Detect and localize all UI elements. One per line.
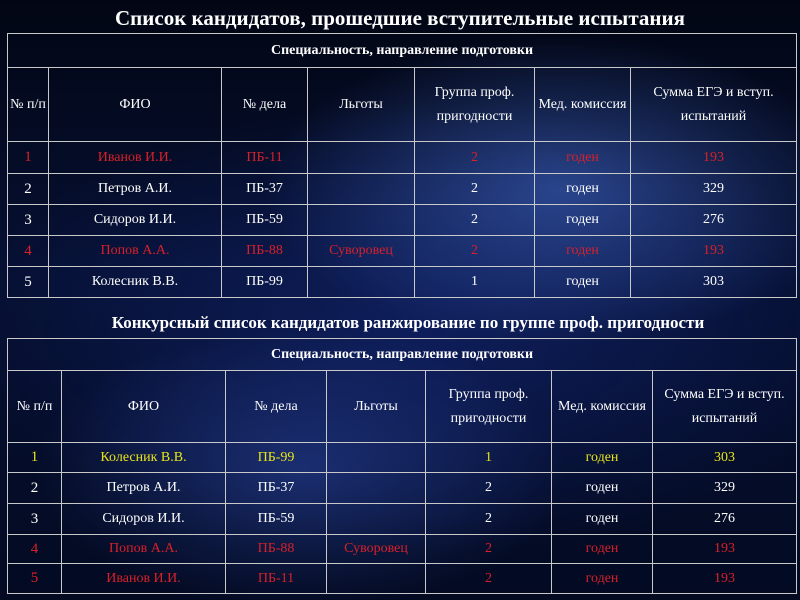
cell-case: ПБ-37	[222, 174, 308, 205]
cell-med: годен	[552, 564, 653, 594]
table-row	[8, 504, 797, 535]
cell-fio: Колесник В.В.	[49, 267, 222, 298]
cell-sum: 303	[631, 267, 797, 298]
cell-group: 2	[426, 564, 552, 594]
table-row	[8, 564, 797, 594]
cell-benefits	[308, 205, 415, 236]
cell-case: ПБ-59	[226, 504, 327, 535]
ranking-table-body	[8, 443, 797, 594]
col-group-header: Группа проф. пригодности	[415, 68, 535, 142]
cell-case: ПБ-59	[222, 205, 308, 236]
cell-group: 2	[426, 535, 552, 564]
cell-med: годен	[535, 236, 631, 267]
cell-group: 1	[415, 267, 535, 298]
ranking-table	[7, 338, 797, 594]
cell-group: 2	[415, 236, 535, 267]
cell-num: 1	[8, 142, 49, 174]
candidates-table-body	[8, 142, 797, 298]
cell-benefits	[327, 504, 426, 535]
cell-fio: Петров А.И.	[62, 473, 226, 504]
cell-num: 4	[8, 535, 62, 564]
cell-med: годен	[535, 267, 631, 298]
cell-med: годен	[535, 174, 631, 205]
ranking-title: Конкурсный список кандидатов ранжирование по группе проф. пригодности	[111, 313, 705, 332]
cell-sum: 193	[631, 236, 797, 267]
col-case-header: № дела	[226, 371, 327, 443]
col-group-header: Группа проф. пригодности	[426, 371, 552, 443]
list-title: Список кандидатов, прошедшие вступительные испытания	[115, 6, 685, 30]
table-row	[8, 236, 797, 267]
cell-sum: 303	[653, 443, 797, 473]
cell-med: годен	[552, 535, 653, 564]
cell-med: годен	[552, 473, 653, 504]
specialty-header: Специальность, направление подготовки	[8, 34, 797, 68]
cell-sum: 193	[631, 142, 797, 174]
specialty-header: Специальность, направление подготовки	[8, 339, 797, 371]
table-row	[8, 535, 797, 564]
col-benefits-header: Льготы	[327, 371, 426, 443]
col-med-header: Мед. комиссия	[535, 68, 631, 142]
table-row	[8, 142, 797, 174]
cell-num: 3	[8, 205, 49, 236]
cell-benefits	[308, 142, 415, 174]
cell-benefits: Суворовец	[308, 236, 415, 267]
table-row	[8, 443, 797, 473]
cell-fio: Сидоров И.И.	[62, 504, 226, 535]
col-fio-header: ФИО	[49, 68, 222, 142]
col-num-header: № п/п	[8, 68, 49, 142]
cell-benefits	[327, 443, 426, 473]
cell-case: ПБ-11	[222, 142, 308, 174]
cell-sum: 329	[631, 174, 797, 205]
cell-benefits	[327, 564, 426, 594]
col-sum-header: Сумма ЕГЭ и вступ. испытаний	[631, 68, 797, 142]
cell-group: 2	[415, 142, 535, 174]
candidates-table	[7, 33, 797, 298]
cell-group: 1	[426, 443, 552, 473]
cell-med: годен	[552, 504, 653, 535]
cell-sum: 276	[653, 504, 797, 535]
cell-sum: 276	[631, 205, 797, 236]
cell-fio: Иванов И.И.	[62, 564, 226, 594]
cell-fio: Колесник В.В.	[62, 443, 226, 473]
cell-med: годен	[552, 443, 653, 473]
col-benefits-header: Льготы	[308, 68, 415, 142]
cell-case: ПБ-99	[226, 443, 327, 473]
cell-med: годен	[535, 142, 631, 174]
cell-case: ПБ-88	[222, 236, 308, 267]
table-row	[8, 205, 797, 236]
col-fio-header: ФИО	[62, 371, 226, 443]
cell-num: 2	[8, 174, 49, 205]
col-num-header: № п/п	[8, 371, 62, 443]
cell-group: 2	[415, 174, 535, 205]
cell-sum: 193	[653, 535, 797, 564]
cell-benefits	[308, 174, 415, 205]
cell-num: 2	[8, 473, 62, 504]
cell-num: 1	[8, 443, 62, 473]
table-row	[8, 174, 797, 205]
col-med-header: Мед. комиссия	[552, 371, 653, 443]
cell-benefits	[327, 473, 426, 504]
cell-med: годен	[535, 205, 631, 236]
cell-fio: Попов А.А.	[49, 236, 222, 267]
cell-case: ПБ-99	[222, 267, 308, 298]
cell-num: 5	[8, 564, 62, 594]
cell-fio: Сидоров И.И.	[49, 205, 222, 236]
table-row	[8, 267, 797, 298]
cell-group: 2	[426, 473, 552, 504]
cell-num: 3	[8, 504, 62, 535]
cell-fio: Попов А.А.	[62, 535, 226, 564]
cell-benefits: Суворовец	[327, 535, 426, 564]
col-case-header: № дела	[222, 68, 308, 142]
cell-case: ПБ-37	[226, 473, 327, 504]
cell-num: 4	[8, 236, 49, 267]
col-sum-header: Сумма ЕГЭ и вступ. испытаний	[653, 371, 797, 443]
cell-benefits	[308, 267, 415, 298]
cell-sum: 193	[653, 564, 797, 594]
cell-fio: Петров А.И.	[49, 174, 222, 205]
cell-case: ПБ-11	[226, 564, 327, 594]
cell-group: 2	[415, 205, 535, 236]
cell-sum: 329	[653, 473, 797, 504]
table-row	[8, 473, 797, 504]
cell-num: 5	[8, 267, 49, 298]
cell-case: ПБ-88	[226, 535, 327, 564]
cell-fio: Иванов И.И.	[49, 142, 222, 174]
cell-group: 2	[426, 504, 552, 535]
